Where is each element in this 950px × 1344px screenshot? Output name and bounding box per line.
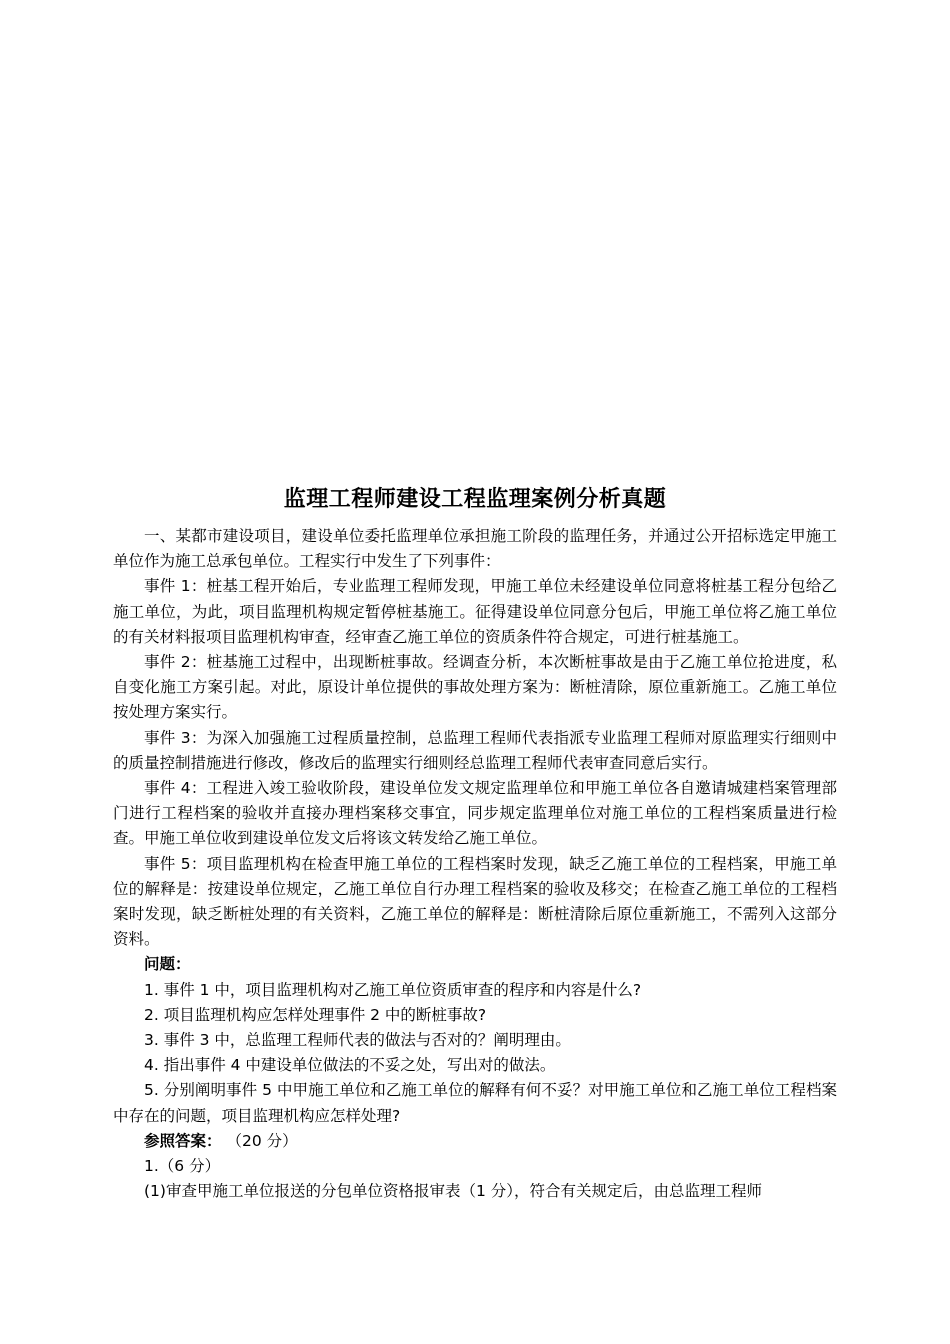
answer-item-1-1: (1)审查甲施工单位报送的分包单位资格报审表（1 分），符合有关规定后，由总监理工程师 bbox=[144, 1182, 762, 1201]
event-1-paragraph: 事件 1：桩基工程开始后，专业监理工程师发现，甲施工单位未经建设单位同意将桩基工程分包给乙施工单位，为此，项目监理机构规定暂停桩基施工。征得建设单位同意分包后，甲施工单位将乙施工单位的有关材料报项目监理机构审查，经审查乙施工单位的资质条件符合规定，可进行桩基施工。 bbox=[113, 577, 837, 646]
answer-heading: 参照答案： bbox=[144, 1131, 222, 1150]
questions-heading-text: 问题： bbox=[144, 955, 191, 974]
answer-heading-line bbox=[113, 1129, 837, 1154]
question-5: 5. 分别阐明事件 5 中甲施工单位和乙施工单位的解释有何不妥？对甲施工单位和乙施工单位工程档案中存在的问题，项目监理机构应怎样处理? bbox=[113, 1081, 837, 1125]
event-4-paragraph: 事件 4：工程进入竣工验收阶段，建设单位发文规定监理单位和甲施工单位各自邀请城建档案管理部门进行工程档案的验收并直接办理档案移交事宜，同步规定监理单位对施工单位的工程档案质量进行检查。甲施工单位收到建设单位发文后将该文转发给乙施工单位。 bbox=[113, 779, 837, 848]
questions-heading bbox=[113, 952, 837, 977]
question-1: 1. 事件 1 中，项目监理机构对乙施工单位资质审查的程序和内容是什么? bbox=[144, 980, 642, 999]
document-body bbox=[113, 524, 837, 1204]
question-4: 4. 指出事件 4 中建设单位做法的不妥之处，写出对的做法。 bbox=[144, 1056, 556, 1075]
event-3-paragraph: 事件 3：为深入加强施工过程质量控制，总监理工程师代表指派专业监理工程师对原监理实行细则中的质量控制措施进行修改，修改后的监理实行细则经总监理工程师代表审查同意后实行。 bbox=[113, 728, 837, 772]
answer-item-1: 1.（6 分） bbox=[144, 1157, 221, 1176]
intro-paragraph: 一、某都市建设项目，建设单位委托监理单位承担施工阶段的监理任务，并通过公开招标选定甲施工单位作为施工总承包单位。工程实行中发生了下列事件： bbox=[113, 527, 837, 571]
event-2-paragraph: 事件 2：桩基施工过程中，出现断桩事故。经调查分析，本次断桩事故是由于乙施工单位抢进度，私自变化施工方案引起。对此，原设计单位提供的事故处理方案为：断桩清除，原位重新施工。乙施工单位按处理方案实行。 bbox=[113, 653, 837, 722]
document-title: 监理工程师建设工程监理案例分析真题 bbox=[283, 487, 667, 512]
answer-score: （20 分） bbox=[226, 1131, 298, 1150]
question-2: 2. 项目监理机构应怎样处理事件 2 中的断桩事故? bbox=[144, 1005, 487, 1024]
question-3: 3. 事件 3 中，总监理工程师代表的做法与否对的？阐明理由。 bbox=[144, 1031, 571, 1050]
event-5-paragraph: 事件 5：项目监理机构在检查甲施工单位的工程档案时发现，缺乏乙施工单位的工程档案，甲施工单位的解释是：按建设单位规定，乙施工单位自行办理工程档案的验收及移交；在检查乙施工单位的工程档案时发现，缺乏断桩处理的有关资料，乙施工单位的解释是：断桩清除后原位重新施工，不需列入这部分资料。 bbox=[113, 854, 837, 949]
